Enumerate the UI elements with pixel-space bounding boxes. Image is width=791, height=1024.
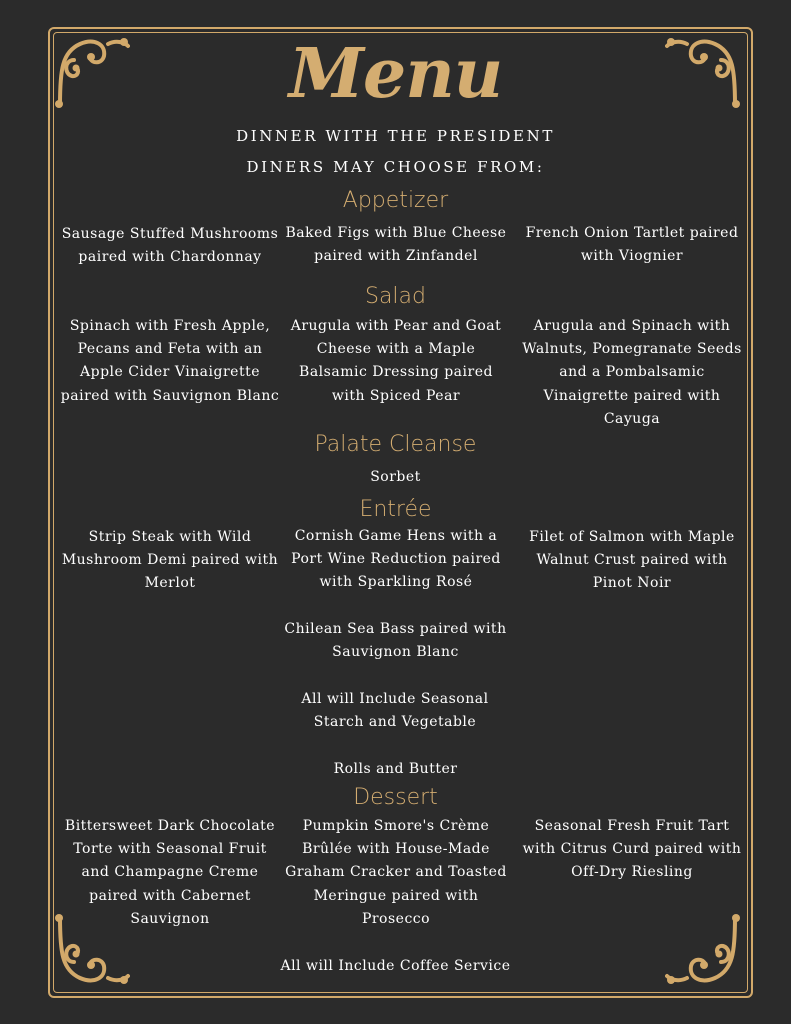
menu-item: Cornish Game Hens with a Port Wine Reduction paired with Sparkling Rosé — [291, 528, 501, 591]
menu-item: Sausage Stuffed Mushrooms paired with Chardonnay — [61, 226, 279, 266]
menu-item: French Onion Tartlet paired with Viognier — [525, 225, 739, 265]
menu-title: Menu — [288, 34, 503, 114]
intro-line: DINERS MAY CHOOSE FROM: — [246, 158, 545, 176]
menu-item: Spinach with Fresh Apple, Pecans and Feta with an Apple Cider Vinaigrette paired with Sauvignon Blanc — [60, 318, 280, 404]
menu-item: Arugula with Pear and Goat Cheese with a Maple Balsamic Dressing paired with Spiced Pear — [290, 318, 502, 404]
event-subtitle: DINNER WITH THE PRESIDENT — [236, 127, 555, 145]
menu-item: Filet of Salmon with Maple Walnut Crust paired with Pinot Noir — [529, 529, 735, 592]
entree-note: Rolls and Butter — [333, 761, 458, 777]
flourish-icon — [665, 912, 745, 992]
section-heading-dessert: Dessert — [353, 785, 438, 810]
entree-note: All will Include Seasonal Starch and Vegetable — [301, 691, 489, 731]
section-heading-entree: Entrée — [359, 497, 432, 522]
menu-item: Baked Figs with Blue Cheese paired with Zinfandel — [285, 225, 507, 265]
section-heading-salad: Salad — [364, 284, 426, 309]
menu-item: Sorbet — [370, 469, 421, 485]
menu-item: Strip Steak with Wild Mushroom Demi paired with Merlot — [61, 529, 279, 592]
menu-item: Seasonal Fresh Fruit Tart with Citrus Curd paired with Off-Dry Riesling — [522, 818, 742, 881]
menu-item: Arugula and Spinach with Walnuts, Pomegranate Seeds and a Pombalsamic Vinaigrette paired with Cayuga — [522, 318, 742, 427]
menu-item: Pumpkin Smore's Crème Brûlée with House-Made Graham Cracker and Toasted Meringue paired with Prosecco — [285, 818, 507, 927]
menu-item: Bittersweet Dark Chocolate Torte with Seasonal Fruit and Champagne Creme paired with Cabernet Sauvignon — [64, 818, 276, 927]
menu-item: Chilean Sea Bass paired with Sauvignon Blanc — [284, 621, 507, 661]
section-heading-palate-cleanse: Palate Cleanse — [314, 432, 477, 457]
dessert-note: All will Include Coffee Service — [280, 958, 511, 974]
section-heading-appetizer: Appetizer — [342, 188, 449, 213]
